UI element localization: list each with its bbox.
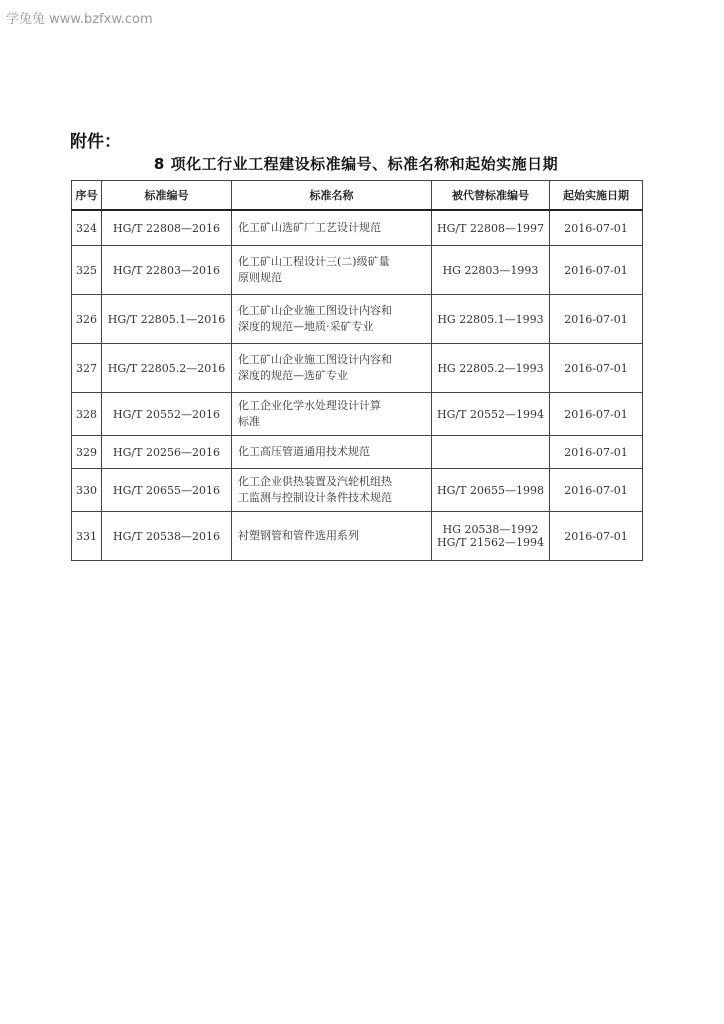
cell-date: 2016-07-01 (550, 344, 643, 393)
cell-name (232, 469, 432, 512)
table-row (72, 210, 643, 246)
cell-date: 2016-07-01 (550, 246, 643, 295)
cell-replaced (432, 393, 550, 436)
name-line: 化工企业化学水处理设计计算 (238, 399, 381, 412)
name-line: 原则规范 (238, 271, 282, 284)
cell-date: 2016-07-01 (550, 512, 643, 561)
cell-name (232, 344, 432, 393)
cell-replaced (432, 210, 550, 246)
name-line: 化工企业供热装置及汽轮机组热 (238, 475, 392, 488)
cell-no: 330 (72, 469, 102, 512)
replaced-line: HG 20538—1992 (442, 523, 539, 536)
header-name: 标准名称 (232, 181, 432, 211)
cell-no: 327 (72, 344, 102, 393)
name-line: 标准 (238, 415, 260, 428)
name-line: 化工矿山企业施工图设计内容和 (238, 304, 392, 317)
cell-code: HG/T 20655—2016 (102, 469, 232, 512)
cell-replaced (432, 246, 550, 295)
header-no: 序号 (72, 181, 102, 211)
table-row (72, 393, 643, 436)
cell-name (232, 295, 432, 344)
standards-table (71, 180, 643, 561)
cell-name (232, 436, 432, 469)
cell-code: HG/T 20256—2016 (102, 436, 232, 469)
cell-replaced (432, 512, 550, 561)
name-line: 化工矿山选矿厂工艺设计规范 (238, 221, 381, 234)
name-line: 化工矿山工程设计三(二)级矿量 (238, 255, 390, 268)
cell-replaced (432, 469, 550, 512)
cell-no: 326 (72, 295, 102, 344)
replaced-line: HG/T 22808—1997 (437, 221, 544, 235)
cell-date: 2016-07-01 (550, 393, 643, 436)
table-row (72, 436, 643, 469)
cell-replaced (432, 344, 550, 393)
cell-date: 2016-07-01 (550, 469, 643, 512)
cell-name (232, 246, 432, 295)
cell-date: 2016-07-01 (550, 210, 643, 246)
name-line: 深度的规范—地质·采矿专业 (238, 320, 374, 333)
cell-date: 2016-07-01 (550, 295, 643, 344)
cell-name (232, 512, 432, 561)
replaced-line: HG/T 20552—1994 (437, 407, 544, 421)
header-replaced: 被代替标准编号 (432, 181, 550, 211)
replaced-line: HG 22805.2—1993 (437, 361, 544, 375)
watermark: 学兔兔 www.bzfxw.com (6, 12, 153, 27)
cell-code: HG/T 20552—2016 (102, 393, 232, 436)
cell-no: 328 (72, 393, 102, 436)
cell-no: 331 (72, 512, 102, 561)
name-line: 工监测与控制设计条件技术规范 (238, 491, 392, 504)
replaced-line: HG/T 21562—1994 (437, 536, 544, 549)
table-row (72, 344, 643, 393)
cell-name (232, 210, 432, 246)
replaced-line: HG 22805.1—1993 (437, 312, 544, 326)
table-header-row (72, 181, 643, 211)
cell-replaced (432, 295, 550, 344)
cell-name (232, 393, 432, 436)
cell-no: 329 (72, 436, 102, 469)
cell-code: HG/T 22805.1—2016 (102, 295, 232, 344)
cell-date: 2016-07-01 (550, 436, 643, 469)
name-line: 化工矿山企业施工图设计内容和 (238, 353, 392, 366)
table-row (72, 246, 643, 295)
attachment-label: 附件： (70, 132, 121, 152)
header-code: 标准编号 (102, 181, 232, 211)
table-row (72, 469, 643, 512)
name-line: 化工高压管道通用技术规范 (238, 445, 370, 458)
replaced-line: HG 22803—1993 (442, 263, 539, 277)
cell-no: 324 (72, 210, 102, 246)
replaced-line: HG/T 20655—1998 (437, 483, 544, 497)
cell-code: HG/T 22803—2016 (102, 246, 232, 295)
table-row (72, 295, 643, 344)
name-line: 衬塑钢管和管件选用系列 (238, 529, 359, 542)
cell-no: 325 (72, 246, 102, 295)
table-row (72, 512, 643, 561)
cell-code: HG/T 22805.2—2016 (102, 344, 232, 393)
cell-replaced (432, 436, 550, 469)
cell-code: HG/T 22808—2016 (102, 210, 232, 246)
document-title: 8 项化工行业工程建设标准编号、标准名称和起始实施日期 (153, 155, 559, 173)
cell-code: HG/T 20538—2016 (102, 512, 232, 561)
name-line: 深度的规范—选矿专业 (238, 369, 348, 382)
header-date: 起始实施日期 (550, 181, 643, 211)
